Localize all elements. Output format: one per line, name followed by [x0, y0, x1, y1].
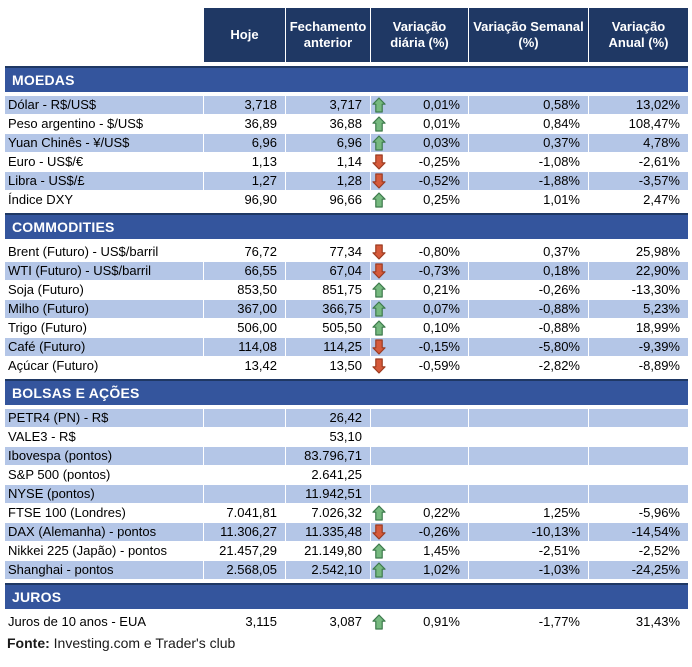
cell-hoje: 96,90 — [244, 192, 277, 207]
arrow-down-icon — [372, 172, 386, 190]
cell-variacao-anual — [589, 466, 688, 484]
cell-fechamento-anterior: 6,96 — [286, 134, 370, 152]
row-label: Açúcar (Futuro) — [8, 358, 99, 373]
cell-variacao-semanal: -10,13% — [469, 523, 588, 541]
arrow-up-icon — [372, 96, 386, 114]
arrow-up-icon — [372, 561, 386, 579]
cell-variacao-semanal — [469, 466, 588, 484]
cell-variacao-diaria — [371, 504, 468, 522]
cell-variacao-anual: -8,89% — [638, 358, 680, 373]
cell-hoje: 2.568,05 — [204, 561, 285, 579]
cell-fechamento-anterior: 11.335,48 — [286, 523, 370, 541]
source-note — [5, 635, 688, 651]
cell-variacao-anual: 4,78% — [589, 134, 688, 152]
source-label: Fonte: — [7, 635, 50, 651]
cell-fechamento-anterior: 851,75 — [322, 282, 362, 297]
cell-variacao-anual: -14,54% — [589, 523, 688, 541]
cell-fechamento-anterior: 77,34 — [329, 244, 362, 259]
cell-variacao-anual: 31,43% — [635, 614, 680, 629]
cell-hoje: 7.041,81 — [226, 505, 277, 520]
cell-variacao-semanal: -0,26% — [538, 282, 580, 297]
cell-variacao-anual: 25,98% — [635, 244, 680, 259]
table-row — [5, 319, 688, 337]
variacao-diaria-value: -0,73% — [418, 263, 460, 278]
section-header-commodities: COMMODITIES — [5, 213, 688, 239]
arrow-up-icon — [372, 319, 386, 337]
cell-hoje: 21.457,29 — [219, 543, 277, 558]
cell-variacao-semanal: -0,88% — [469, 300, 588, 318]
cell-variacao-diaria — [371, 115, 468, 133]
row-label: VALE3 - R$ — [8, 429, 76, 444]
cell-variacao-semanal: 0,37% — [469, 134, 588, 152]
cell-variacao-semanal — [469, 428, 588, 446]
cell-variacao-anual: 18,99% — [635, 320, 680, 335]
cell-variacao-diaria — [371, 338, 468, 356]
source-text: Investing.com e Trader's club — [53, 635, 236, 651]
column-header-row — [5, 8, 688, 62]
table-row — [5, 172, 688, 190]
cell-hoje — [204, 447, 285, 465]
row-label: DAX (Alemanha) - pontos — [5, 523, 203, 541]
arrow-up-icon — [372, 191, 386, 209]
cell-variacao-diaria — [371, 485, 468, 503]
cell-hoje: 3,718 — [204, 96, 285, 114]
cell-variacao-anual: -9,39% — [589, 338, 688, 356]
cell-variacao-anual: -5,96% — [638, 505, 680, 520]
row-label: Shanghai - pontos — [5, 561, 203, 579]
cell-variacao-semanal: -1,08% — [538, 154, 580, 169]
table-row — [5, 523, 688, 541]
cell-hoje: 66,55 — [204, 262, 285, 280]
cell-variacao-semanal: -2,51% — [538, 543, 580, 558]
column-header-variacao-diaria: Variação diária (%) — [371, 8, 468, 62]
table-row — [5, 243, 688, 261]
cell-variacao-anual: 22,90% — [589, 262, 688, 280]
variacao-diaria-value: -0,15% — [418, 339, 460, 354]
section-header-moedas: MOEDAS — [5, 66, 688, 92]
cell-variacao-diaria — [371, 357, 468, 375]
cell-hoje — [204, 466, 285, 484]
row-label: Juros de 10 anos - EUA — [8, 614, 147, 629]
cell-variacao-diaria — [371, 262, 468, 280]
row-label: Milho (Futuro) — [5, 300, 203, 318]
row-label: FTSE 100 (Londres) — [8, 505, 126, 520]
cell-variacao-anual: -3,57% — [589, 172, 688, 190]
cell-variacao-semanal: -1,88% — [469, 172, 588, 190]
cell-variacao-semanal: 1,01% — [543, 192, 580, 207]
cell-fechamento-anterior: 366,75 — [286, 300, 370, 318]
variacao-diaria-value: -0,26% — [418, 524, 460, 539]
table-row — [5, 428, 688, 446]
cell-hoje — [204, 428, 285, 446]
cell-fechamento-anterior: 2.641,25 — [311, 467, 362, 482]
variacao-diaria-value: 0,07% — [423, 301, 460, 316]
variacao-diaria-value: 0,01% — [423, 97, 460, 112]
cell-variacao-anual: 108,47% — [628, 116, 680, 131]
variacao-diaria-value: 1,45% — [423, 543, 460, 558]
cell-variacao-diaria — [371, 523, 468, 541]
cell-hoje: 3,115 — [245, 614, 277, 629]
table-row — [5, 262, 688, 280]
arrow-down-icon — [372, 338, 386, 356]
cell-hoje: 114,08 — [204, 338, 285, 356]
cell-variacao-diaria — [371, 191, 468, 209]
arrow-down-icon — [372, 262, 386, 280]
cell-variacao-semanal: -1,03% — [469, 561, 588, 579]
table-row — [5, 504, 688, 522]
cell-fechamento-anterior: 83.796,71 — [286, 447, 370, 465]
cell-variacao-diaria — [371, 613, 468, 631]
row-label: PETR4 (PN) - R$ — [5, 409, 203, 427]
row-label: Ibovespa (pontos) — [5, 447, 203, 465]
variacao-diaria-value: 0,22% — [423, 505, 460, 520]
cell-variacao-diaria — [371, 96, 468, 114]
arrow-down-icon — [372, 243, 386, 261]
cell-fechamento-anterior: 11.942,51 — [286, 485, 370, 503]
cell-fechamento-anterior: 1,14 — [336, 154, 362, 169]
cell-variacao-anual — [589, 447, 688, 465]
section-header-juros: JUROS — [5, 583, 688, 609]
variacao-diaria-value: -0,80% — [418, 244, 460, 259]
cell-variacao-diaria — [371, 281, 468, 299]
table-row — [5, 485, 688, 503]
variacao-diaria-value: 0,25% — [423, 192, 460, 207]
header-spacer — [5, 8, 203, 62]
cell-variacao-semanal: -0,88% — [538, 320, 580, 335]
table-row — [5, 153, 688, 171]
cell-variacao-anual — [589, 428, 688, 446]
cell-hoje: 11.306,27 — [204, 523, 285, 541]
row-label: Dólar - R$/US$ — [5, 96, 203, 114]
table-row — [5, 447, 688, 465]
cell-variacao-semanal: 0,37% — [543, 244, 580, 259]
variacao-diaria-value: 0,21% — [423, 282, 460, 297]
cell-hoje: 36,89 — [244, 116, 277, 131]
cell-fechamento-anterior: 1,28 — [286, 172, 370, 190]
row-label: S&P 500 (pontos) — [8, 467, 111, 482]
row-label: Peso argentino - $/US$ — [8, 116, 144, 131]
arrow-up-icon — [372, 504, 386, 522]
cell-fechamento-anterior: 114,25 — [286, 338, 370, 356]
row-label: Nikkei 225 (Japão) - pontos — [8, 543, 167, 558]
cell-hoje: 367,00 — [204, 300, 285, 318]
cell-hoje: 1,27 — [204, 172, 285, 190]
cell-variacao-semanal: 1,25% — [543, 505, 580, 520]
table-row — [5, 466, 688, 484]
column-header-variacao-semanal: Variação Semanal (%) — [469, 8, 588, 62]
cell-variacao-anual: 5,23% — [589, 300, 688, 318]
table-row — [5, 409, 688, 427]
cell-variacao-anual — [589, 485, 688, 503]
cell-variacao-diaria — [371, 542, 468, 560]
variacao-diaria-value: -0,25% — [418, 154, 460, 169]
table-row — [5, 300, 688, 318]
cell-fechamento-anterior: 21.149,80 — [304, 543, 362, 558]
cell-variacao-diaria — [371, 409, 468, 427]
cell-hoje: 1,13 — [251, 154, 277, 169]
cell-hoje — [204, 485, 285, 503]
variacao-diaria-value: 1,02% — [423, 562, 460, 577]
table-row — [5, 613, 688, 631]
table-row — [5, 338, 688, 356]
column-header-hoje: Hoje — [204, 8, 285, 62]
arrow-down-icon — [372, 523, 386, 541]
cell-variacao-semanal — [469, 447, 588, 465]
cell-variacao-semanal: 0,84% — [543, 116, 580, 131]
cell-variacao-semanal: -2,82% — [538, 358, 580, 373]
cell-hoje: 76,72 — [244, 244, 277, 259]
row-label: Trigo (Futuro) — [8, 320, 87, 335]
cell-fechamento-anterior: 53,10 — [329, 429, 362, 444]
cell-variacao-diaria — [371, 153, 468, 171]
cell-variacao-anual: -24,25% — [589, 561, 688, 579]
cell-fechamento-anterior: 2.542,10 — [286, 561, 370, 579]
cell-variacao-diaria — [371, 172, 468, 190]
cell-fechamento-anterior: 36,88 — [329, 116, 362, 131]
column-header-variacao-anual: Variação Anual (%) — [589, 8, 688, 62]
arrow-up-icon — [372, 542, 386, 560]
row-label: Soja (Futuro) — [8, 282, 84, 297]
arrow-up-icon — [372, 300, 386, 318]
cell-variacao-anual: 2,47% — [643, 192, 680, 207]
cell-fechamento-anterior: 13,50 — [329, 358, 362, 373]
cell-variacao-semanal: -5,80% — [469, 338, 588, 356]
cell-fechamento-anterior: 3,717 — [286, 96, 370, 114]
table-row — [5, 96, 688, 114]
cell-variacao-anual: -2,61% — [638, 154, 680, 169]
variacao-diaria-value: 0,01% — [423, 116, 460, 131]
cell-variacao-anual: -2,52% — [638, 543, 680, 558]
row-label: NYSE (pontos) — [5, 485, 203, 503]
cell-variacao-diaria — [371, 243, 468, 261]
table-row — [5, 115, 688, 133]
cell-fechamento-anterior: 505,50 — [322, 320, 362, 335]
cell-variacao-anual: 13,02% — [589, 96, 688, 114]
cell-variacao-semanal — [469, 409, 588, 427]
cell-hoje: 13,42 — [244, 358, 277, 373]
cell-variacao-diaria — [371, 428, 468, 446]
table-row — [5, 191, 688, 209]
table-row — [5, 357, 688, 375]
column-header-fechamento: Fechamento anterior — [286, 8, 370, 62]
variacao-diaria-value: -0,59% — [418, 358, 460, 373]
cell-variacao-diaria — [371, 300, 468, 318]
cell-variacao-diaria — [371, 134, 468, 152]
row-label: Índice DXY — [8, 192, 74, 207]
cell-fechamento-anterior: 7.026,32 — [311, 505, 362, 520]
arrow-up-icon — [372, 134, 386, 152]
cell-variacao-anual: -13,30% — [631, 282, 680, 297]
cell-fechamento-anterior: 26,42 — [286, 409, 370, 427]
cell-variacao-semanal — [469, 485, 588, 503]
table-body — [5, 66, 688, 631]
row-label: Euro - US$/€ — [8, 154, 84, 169]
cell-fechamento-anterior: 67,04 — [286, 262, 370, 280]
row-label: WTI (Futuro) - US$/barril — [5, 262, 203, 280]
row-label: Libra - US$/£ — [5, 172, 203, 190]
variacao-diaria-value: 0,91% — [423, 614, 460, 629]
cell-variacao-anual — [589, 409, 688, 427]
cell-variacao-diaria — [371, 466, 468, 484]
table-row — [5, 134, 688, 152]
cell-hoje — [204, 409, 285, 427]
cell-fechamento-anterior: 3,087 — [329, 614, 362, 629]
table-row — [5, 561, 688, 579]
cell-variacao-diaria — [371, 447, 468, 465]
table-row — [5, 542, 688, 560]
cell-variacao-semanal: -1,77% — [538, 614, 580, 629]
variacao-diaria-value: 0,03% — [423, 135, 460, 150]
arrow-down-icon — [372, 153, 386, 171]
cell-hoje: 853,50 — [237, 282, 277, 297]
row-label: Yuan Chinês - ¥/US$ — [5, 134, 203, 152]
arrow-up-icon — [372, 613, 386, 631]
variacao-diaria-value: 0,10% — [423, 320, 460, 335]
section-header-bolsas-e-acoes: BOLSAS E AÇÕES — [5, 379, 688, 405]
cell-hoje: 506,00 — [237, 320, 277, 335]
arrow-down-icon — [372, 357, 386, 375]
variacao-diaria-value: -0,52% — [418, 173, 460, 188]
cell-variacao-semanal: 0,18% — [469, 262, 588, 280]
row-label: Brent (Futuro) - US$/barril — [8, 244, 159, 259]
cell-fechamento-anterior: 96,66 — [329, 192, 362, 207]
cell-variacao-semanal: 0,58% — [469, 96, 588, 114]
row-label: Café (Futuro) — [5, 338, 203, 356]
arrow-up-icon — [372, 115, 386, 133]
cell-variacao-diaria — [371, 561, 468, 579]
table-row — [5, 281, 688, 299]
cell-variacao-diaria — [371, 319, 468, 337]
arrow-up-icon — [372, 281, 386, 299]
cell-hoje: 6,96 — [204, 134, 285, 152]
